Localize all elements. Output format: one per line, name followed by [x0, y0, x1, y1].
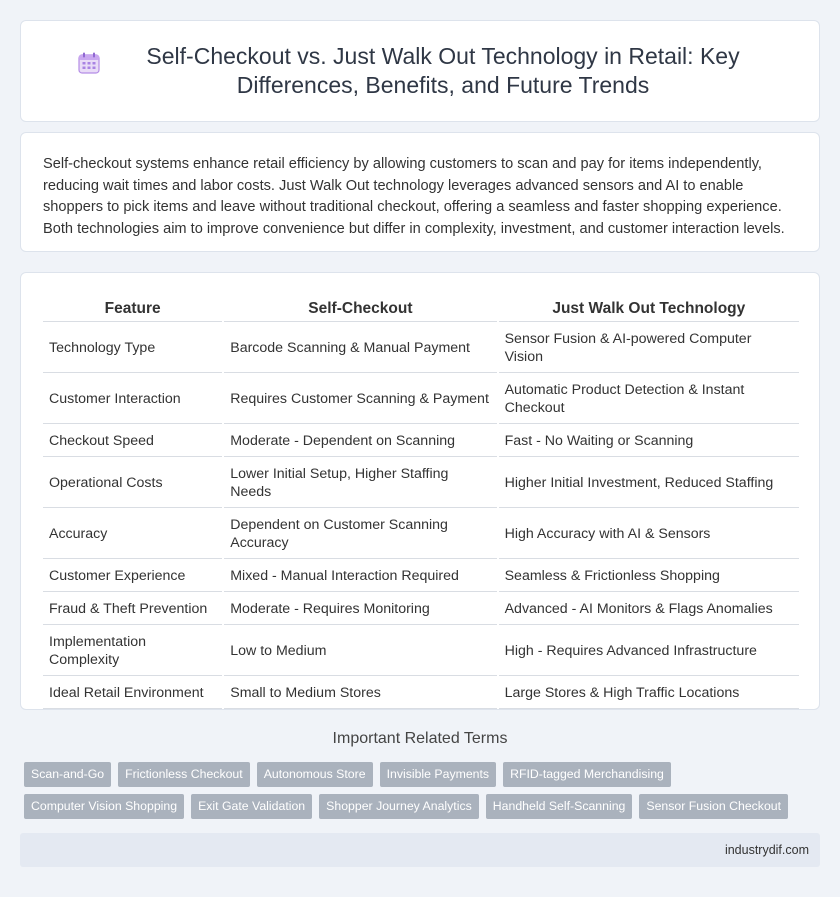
table-cell: Low to Medium	[224, 627, 496, 676]
table-row	[43, 678, 799, 709]
table-cell: Advanced - AI Monitors & Flags Anomalies	[499, 594, 799, 625]
page-title: Self-Checkout vs. Just Walk Out Technology in Retail: Key Differences, Benefits, and Future Trends	[146, 43, 740, 98]
table-cell: Small to Medium Stores	[224, 678, 496, 709]
comparison-card	[20, 272, 820, 710]
table-cell: Moderate - Requires Monitoring	[224, 594, 496, 625]
table-cell: Mixed - Manual Interaction Required	[224, 561, 496, 592]
tag-frictionless-checkout[interactable]: Frictionless Checkout	[118, 762, 250, 787]
comparison-table	[41, 293, 801, 711]
table-cell: Sensor Fusion & AI-powered Computer Vision	[499, 324, 799, 373]
table-row	[43, 561, 799, 592]
calendar-icon	[77, 51, 101, 75]
table-header-feature: Feature	[43, 295, 222, 322]
table-row	[43, 594, 799, 625]
tag-row	[24, 794, 824, 819]
table-cell: Customer Interaction	[43, 375, 222, 424]
table-cell: Large Stores & High Traffic Locations	[499, 678, 799, 709]
tag-invisible-payments[interactable]: Invisible Payments	[380, 762, 497, 787]
table-cell: High - Requires Advanced Infrastructure	[499, 627, 799, 676]
intro-card	[20, 132, 820, 252]
table-cell: Checkout Speed	[43, 426, 222, 457]
table-cell: Barcode Scanning & Manual Payment	[224, 324, 496, 373]
tag-shopper-journey-analytics[interactable]: Shopper Journey Analytics	[319, 794, 479, 819]
table-row	[43, 324, 799, 373]
table-cell: Moderate - Dependent on Scanning	[224, 426, 496, 457]
table-cell: Technology Type	[43, 324, 222, 373]
table-row	[43, 627, 799, 676]
tag-autonomous-store[interactable]: Autonomous Store	[257, 762, 373, 787]
table-header-just-walk-out: Just Walk Out Technology	[499, 295, 799, 322]
table-cell: Higher Initial Investment, Reduced Staffing	[499, 459, 799, 508]
table-row	[43, 426, 799, 457]
table-cell: Fast - No Waiting or Scanning	[499, 426, 799, 457]
tag-sensor-fusion-checkout[interactable]: Sensor Fusion Checkout	[639, 794, 788, 819]
table-cell: High Accuracy with AI & Sensors	[499, 510, 799, 559]
table-cell: Fraud & Theft Prevention	[43, 594, 222, 625]
footer	[20, 833, 820, 867]
tag-rfid-tagged-merchandising[interactable]: RFID-tagged Merchandising	[503, 762, 671, 787]
table-header-self-checkout: Self-Checkout	[224, 295, 496, 322]
footer-site-link[interactable]: industrydif.com	[724, 843, 809, 857]
table-header-row	[43, 295, 799, 322]
table-row	[43, 375, 799, 424]
table-cell: Implementation Complexity	[43, 627, 222, 676]
tag-computer-vision-shopping[interactable]: Computer Vision Shopping	[24, 794, 184, 819]
tag-exit-gate-validation[interactable]: Exit Gate Validation	[191, 794, 312, 819]
table-cell: Ideal Retail Environment	[43, 678, 222, 709]
tag-handheld-self-scanning[interactable]: Handheld Self-Scanning	[486, 794, 633, 819]
table-cell: Operational Costs	[43, 459, 222, 508]
tag-row	[24, 762, 824, 787]
related-terms-title: Important Related Terms	[332, 730, 508, 747]
intro-paragraph: Self-checkout systems enhance retail efficiency by allowing customers to scan and pay for items independently, reducing wait times and labor costs. Just Walk Out technology leverages advanced sensors and AI to enable shoppers to pick items and leave without traditional checkout, offering a seamless and faster shopping experience. Both technologies aim to improve convenience but differ in complexity, investment, and customer interaction levels.	[43, 156, 785, 237]
table-cell: Customer Experience	[43, 561, 222, 592]
table-cell: Lower Initial Setup, Higher Staffing Needs	[224, 459, 496, 508]
table-cell: Accuracy	[43, 510, 222, 559]
table-row	[43, 510, 799, 559]
table-cell: Requires Customer Scanning & Payment	[224, 375, 496, 424]
table-cell: Seamless & Frictionless Shopping	[499, 561, 799, 592]
table-cell: Dependent on Customer Scanning Accuracy	[224, 510, 496, 559]
title-wrap	[60, 42, 780, 100]
related-terms	[24, 762, 824, 826]
title-card	[20, 20, 820, 122]
table-row	[43, 459, 799, 508]
tag-scan-and-go[interactable]: Scan-and-Go	[24, 762, 111, 787]
table-cell: Automatic Product Detection & Instant Checkout	[499, 375, 799, 424]
